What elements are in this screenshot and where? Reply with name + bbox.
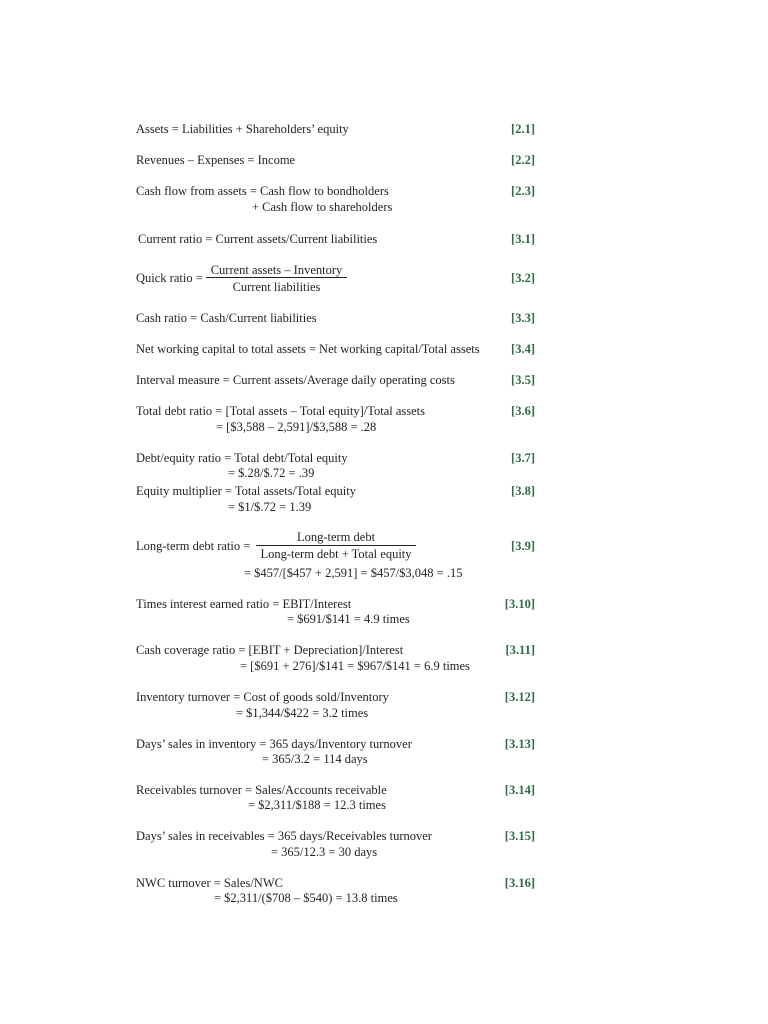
equation-number: [3.16] [504,876,535,890]
equation-number: [2.1] [511,122,535,136]
equation-3-13: Days’ sales in inventory = 365 days/Inventory turnover [136,737,412,751]
equation-number: [2.3] [511,184,535,198]
equation-3-8: Equity multiplier = Total assets/Total equity [136,484,356,498]
equation-number: [3.3] [511,311,535,325]
equation-continuation: = $1/$.72 = 1.39 [228,500,312,514]
equation-number: [3.2] [511,271,535,285]
equation-number: [3.8] [511,484,535,498]
equation-3-9-lhs: Long-term debt ratio = [136,539,251,553]
equation-number: [3.10] [504,597,535,611]
equation-3-3: Cash ratio = Cash/Current liabilities [136,311,317,325]
equation-continuation: = $.28/$.72 = .39 [228,466,315,480]
equation-3-14: Receivables turnover = Sales/Accounts receivable [136,783,387,797]
equation-continuation: + Cash flow to shareholders [252,200,393,214]
fraction-numerator: Long-term debt [296,530,376,544]
equation-3-1: Current ratio = Current assets/Current liabilities [138,232,378,246]
equation-continuation: = [$3,588 – 2,591]/$3,588 = .28 [216,420,377,434]
equation-3-4: Net working capital to total assets = Net working capital/Total assets [136,342,480,356]
equation-3-7: Debt/equity ratio = Total debt/Total equity [136,451,348,465]
equation-number: [3.7] [511,451,535,465]
fraction-bar [206,277,347,278]
equation-2-2: Revenues – Expenses = Income [136,153,296,167]
equation-3-10: Times interest earned ratio = EBIT/Interest [136,597,352,611]
equation-number: [3.13] [504,737,535,751]
equation-continuation: = $691/$141 = 4.9 times [287,612,410,626]
equation-2-1: Assets = Liabilities + Shareholders’ equity [136,122,349,136]
equation-3-16: NWC turnover = Sales/NWC [136,876,283,890]
fraction-denominator: Long-term debt + Total equity [260,547,412,561]
equation-number: [3.9] [511,539,535,553]
equation-3-11: Cash coverage ratio = [EBIT + Depreciation]/Interest [136,643,404,657]
equation-number: [3.14] [504,783,535,797]
equation-3-2-lhs: Quick ratio = [136,271,203,285]
equation-number: [3.11] [505,643,535,657]
equation-continuation: = 365/3.2 = 114 days [262,752,368,766]
equation-3-12: Inventory turnover = Cost of goods sold/Inventory [136,690,389,704]
equation-number: [3.1] [511,232,535,246]
equation-number: [3.4] [511,342,535,356]
equation-3-15: Days’ sales in receivables = 365 days/Receivables turnover [136,829,432,843]
equation-2-3: Cash flow from assets = Cash flow to bondholders [136,184,389,198]
equation-number: [3.5] [511,373,535,387]
equation-continuation: = $457/[$457 + 2,591] = $457/$3,048 = .15 [244,566,463,580]
equation-number: [2.2] [511,153,535,167]
fraction-numerator: Current assets – Inventory [210,263,343,277]
equation-continuation: = $1,344/$422 = 3.2 times [236,706,369,720]
equation-number: [3.6] [511,404,535,418]
fraction-denominator: Current liabilities [232,280,321,294]
equation-continuation: = [$691 + 276]/$141 = $967/$141 = 6.9 times [240,659,470,673]
equation-number: [3.12] [504,690,535,704]
equation-continuation: = $2,311/($708 – $540) = 13.8 times [214,891,398,905]
equation-continuation: = 365/12.3 = 30 days [271,845,378,859]
equation-number: [3.15] [504,829,535,843]
equation-continuation: = $2,311/$188 = 12.3 times [248,798,386,812]
equation-3-5: Interval measure = Current assets/Average daily operating costs [136,373,455,387]
equation-3-6: Total debt ratio = [Total assets – Total equity]/Total assets [136,404,426,418]
